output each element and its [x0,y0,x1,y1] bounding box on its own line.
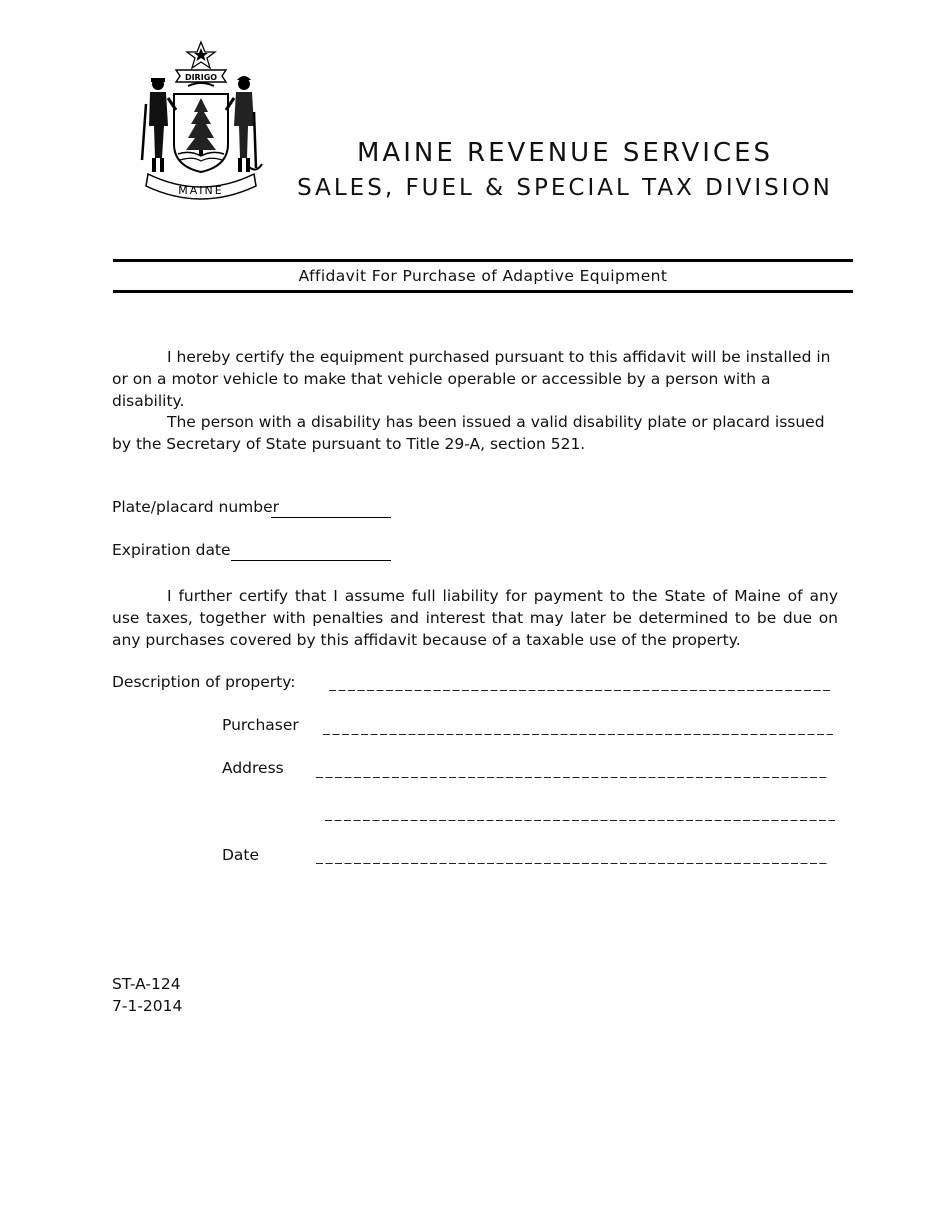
agency-title: MAINE REVENUE SERVICES [356,138,774,168]
seal-seaman-figure [226,76,262,172]
expiration-date-label: Expiration date [112,541,231,559]
form-number: ST-A-124 [112,975,181,993]
date-field[interactable] [316,863,828,864]
address-field-line1[interactable] [316,777,828,778]
purchaser-field[interactable] [323,734,833,735]
description-field[interactable] [329,690,831,691]
title-top-rule [113,259,853,262]
certify-install-paragraph: I hereby certify the equipment purchased pursuant to this affidavit will be installed in or on a motor vehicle to make that vehicle operable or accessible by a person with a disability. [112,348,831,410]
seal-motto-text: DIRIGO [184,73,218,82]
division-title: SALES, FUEL & SPECIAL TAX DIVISION [297,175,833,201]
plate-issued-paragraph: The person with a disability has been issued a valid disability plate or placard issued by the Secretary of State pursuant to Title 29-A, section 521. [112,413,825,453]
description-label: Description of property: [112,673,296,691]
address-field-line2[interactable] [325,820,835,821]
purchaser-label: Purchaser [222,716,299,734]
revision-date: 7-1-2014 [112,997,183,1015]
seal-ribbon-text: MAINE [178,184,224,197]
form-title: Affidavit For Purchase of Adaptive Equipment [298,267,668,285]
seal-farmer-figure [142,78,176,172]
date-label: Date [222,846,260,864]
title-bottom-rule [113,290,853,293]
plate-number-field[interactable] [271,517,391,518]
liability-paragraph: I further certify that I assume full liability for payment to the State of Maine of any use taxes, together with penalties and interest that may later be determined to be due on any purchases covered by this affidavit because of a taxable use of the property. [112,587,838,649]
address-label: Address [222,759,284,777]
expiration-date-field[interactable] [231,560,391,561]
plate-number-label: Plate/placard number [112,498,280,516]
maine-state-seal [138,40,264,202]
